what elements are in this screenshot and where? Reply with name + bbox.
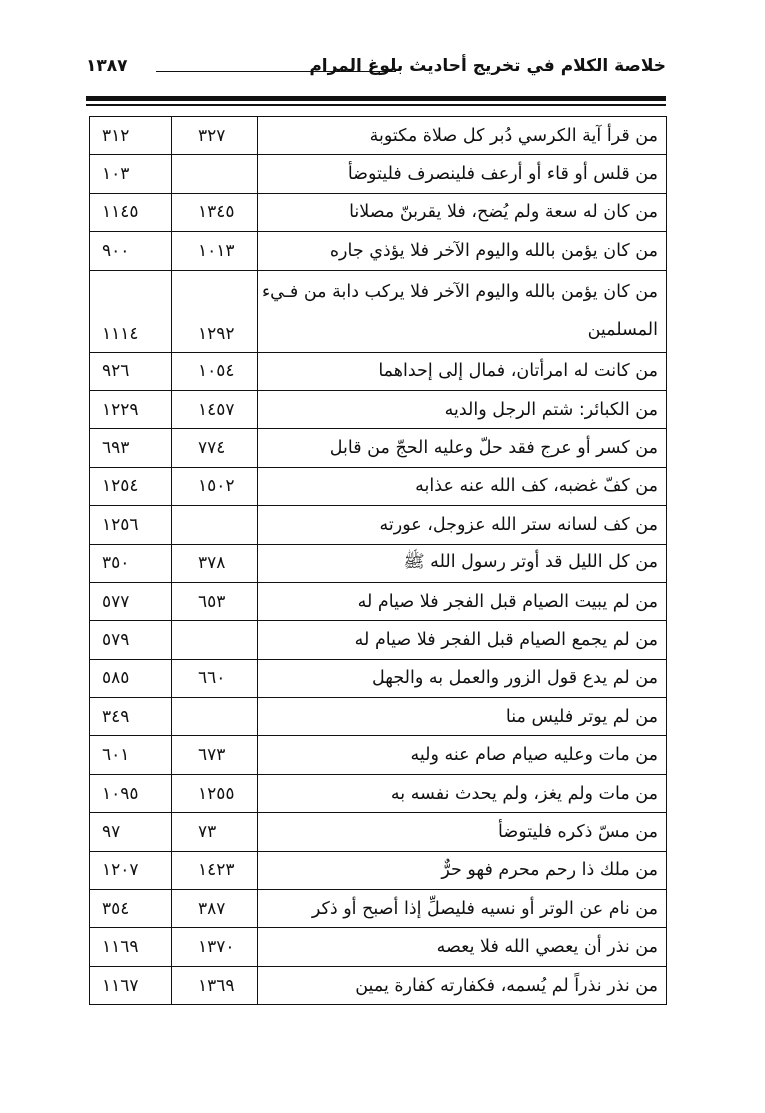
hadith-text-cell: من كف لسانه ستر الله عزوجل، عورته — [379, 514, 658, 535]
hadith-number-cell: ٩٠٠ — [90, 232, 172, 269]
hadith-number-cell: ٥٧٧ — [90, 583, 172, 620]
hadith-number-cell: ١١١٤ — [90, 271, 172, 352]
index-table — [89, 116, 667, 1005]
reference-number-cell: ٧٧٤ — [172, 429, 258, 466]
reference-number-cell: ١٣٧٠ — [172, 928, 258, 965]
reference-number-cell — [172, 155, 258, 192]
hadith-text-cell: من مسّ ذكره فليتوضأ — [498, 821, 658, 842]
reference-number-cell: ٧٣ — [172, 813, 258, 850]
hadith-text-cell: من لم يبيت الصيام قبل الفجر فلا صيام له — [357, 591, 658, 612]
hadith-number-cell: ١١٦٩ — [90, 928, 172, 965]
hadith-number-cell: ٩٧ — [90, 813, 172, 850]
hadith-text-cell: من كسر أو عرج فقد حلّ وعليه الحجّ من قابل — [329, 438, 658, 459]
reference-number-cell: ٦٧٣ — [172, 736, 258, 773]
table-row — [90, 928, 666, 966]
table-row — [90, 813, 666, 851]
page-number: ١٣٨٧ — [86, 56, 128, 76]
reference-number-cell: ١٣٦٩ — [172, 967, 258, 1004]
table-row — [90, 621, 666, 659]
table-row — [90, 155, 666, 193]
hadith-number-cell: ٩٢٦ — [90, 353, 172, 390]
table-row — [90, 429, 666, 467]
reference-number-cell: ١٠٥٤ — [172, 353, 258, 390]
hadith-text-cell: من الكبائر: شتم الرجل والديه — [444, 399, 658, 420]
reference-number-cell — [172, 621, 258, 658]
hadith-number-cell: ٦٩٣ — [90, 429, 172, 466]
reference-number-cell: ١٤٥٧ — [172, 391, 258, 428]
table-row — [90, 736, 666, 774]
hadith-number-cell: ١٠٩٥ — [90, 775, 172, 812]
hadith-text-cell: من نام عن الوتر أو نسيه فليصلِّ إذا أصبح أو ذكر — [311, 898, 658, 919]
hadith-number-cell: ١١٤٥ — [90, 194, 172, 231]
hadith-text-cell: من لم يوتر فليس منا — [505, 706, 658, 727]
hadith-number-cell: ١٢٠٧ — [90, 852, 172, 889]
reference-number-cell: ٣٧٨ — [172, 545, 258, 582]
reference-number-cell: ١٥٠٢ — [172, 468, 258, 505]
table-row — [90, 775, 666, 813]
hadith-number-cell: ٥٨٥ — [90, 660, 172, 697]
table-row — [90, 468, 666, 506]
book-title: خلاصة الكلام في تخريج أحاديث بلوغ المرام — [309, 56, 666, 76]
hadith-text-cell: من قلس أو قاء أو أرعف فلينصرف فليتوضأ — [347, 164, 658, 185]
table-row — [90, 852, 666, 890]
hadith-number-cell: ٣١٢ — [90, 117, 172, 154]
table-row — [90, 967, 666, 1005]
reference-number-cell: ٣٨٧ — [172, 890, 258, 927]
hadith-text-cell: من نذر نذراً لم يُسمه، فكفارته كفارة يمين — [355, 975, 658, 996]
table-row — [90, 194, 666, 232]
hadith-text-cell: من ملك ذا رحم محرم فهو حرٌّ — [441, 860, 658, 881]
header-divider-thick — [86, 96, 666, 101]
reference-number-cell: ١٢٩٢ — [172, 271, 258, 352]
table-row — [90, 545, 666, 583]
hadith-text-cell: من كفّ غضبه، كف الله عنه عذابه — [415, 476, 658, 497]
table-row — [90, 698, 666, 736]
table-row — [90, 506, 666, 544]
hadith-number-cell: ١٢٥٤ — [90, 468, 172, 505]
reference-number-cell — [172, 698, 258, 735]
hadith-text-line: من كان يؤمن بالله واليوم الآخر فلا يركب دابة من فـيء — [261, 282, 658, 303]
table-row — [90, 391, 666, 429]
hadith-text-cell: من كل الليل قد أوتر رسول الله ﷺ — [403, 552, 658, 573]
hadith-text-cell — [258, 271, 666, 352]
hadith-text-cell: من مات ولم يغز، ولم يحدث نفسه به — [390, 783, 658, 804]
hadith-text-line-continued: المسلمين — [587, 320, 658, 341]
hadith-number-cell: ٥٧٩ — [90, 621, 172, 658]
hadith-number-cell: ١٠٣ — [90, 155, 172, 192]
hadith-number-cell: ٣٤٩ — [90, 698, 172, 735]
hadith-text-cell: من كان له سعة ولم يُضح، فلا يقربنّ مصلانا — [349, 202, 658, 223]
reference-number-cell: ٦٦٠ — [172, 660, 258, 697]
running-header — [86, 52, 666, 88]
hadith-text-cell: من لم يدع قول الزور والعمل به والجهل — [372, 668, 658, 689]
reference-number-cell: ٦٥٣ — [172, 583, 258, 620]
header-divider-thin — [86, 104, 666, 106]
reference-number-cell: ٣٢٧ — [172, 117, 258, 154]
reference-number-cell: ١٢٥٥ — [172, 775, 258, 812]
table-row — [90, 890, 666, 928]
hadith-number-cell: ١٢٥٦ — [90, 506, 172, 543]
hadith-text-cell: من كان يؤمن بالله واليوم الآخر فلا يؤذي جاره — [329, 240, 658, 261]
hadith-number-cell: ٦٠١ — [90, 736, 172, 773]
table-row — [90, 660, 666, 698]
hadith-text-cell: من مات وعليه صيام صام عنه وليه — [410, 745, 658, 766]
table-row — [90, 271, 666, 353]
reference-number-cell — [172, 506, 258, 543]
hadith-number-cell: ١٢٢٩ — [90, 391, 172, 428]
hadith-text-cell: من كانت له امرأتان، فمال إلى إحداهما — [378, 361, 658, 382]
hadith-text-cell: من قرأ آية الكرسي دُبر كل صلاة مكتوبة — [369, 125, 658, 146]
hadith-number-cell: ٣٥٠ — [90, 545, 172, 582]
header-rule — [156, 71, 396, 72]
table-row — [90, 117, 666, 155]
hadith-text-cell: من لم يجمع الصيام قبل الفجر فلا صيام له — [354, 629, 658, 650]
reference-number-cell: ١٣٤٥ — [172, 194, 258, 231]
table-row — [90, 232, 666, 270]
table-row — [90, 583, 666, 621]
hadith-number-cell: ١١٦٧ — [90, 967, 172, 1004]
hadith-number-cell: ٣٥٤ — [90, 890, 172, 927]
hadith-text-cell: من نذر أن يعصي الله فلا يعصه — [436, 937, 658, 958]
reference-number-cell: ١٤٢٣ — [172, 852, 258, 889]
reference-number-cell: ١٠١٣ — [172, 232, 258, 269]
table-row — [90, 353, 666, 391]
